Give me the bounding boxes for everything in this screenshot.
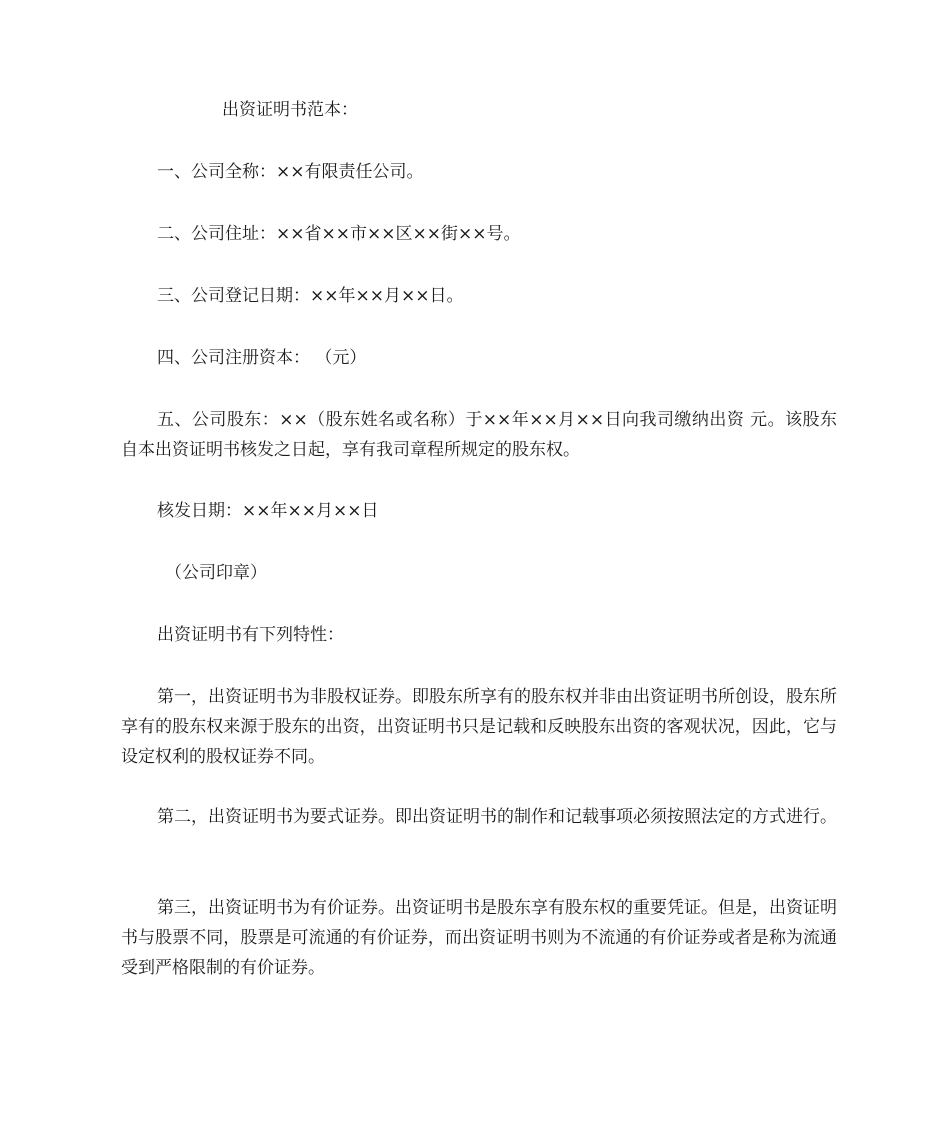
feature-third: 第三，出资证明书为有价证券。出资证明书是股东享有股东权的重要凭证。但是，出资证明书与股票不同，股票是可流通的有价证券，而出资证明书则为不流通的有价证券或者是称为流通受到严格限制的有价证券。	[121, 898, 837, 978]
item-company-name: 一、公司全称：××有限责任公司。	[157, 162, 424, 182]
features-heading: 出资证明书有下列特性：	[157, 625, 344, 645]
item-company-address: 二、公司住址：××省××市××区××街××号。	[157, 224, 521, 244]
feature-first: 第一，出资证明书为非股权证券。即股东所享有的股东权并非由出资证明书所创设，股东所享有的股东权来源于股东的出资，出资证明书只是记载和反映股东出资的客观状况，因此，它与设定权利的股权证券不同。	[121, 687, 837, 767]
item-registration-date: 三、公司登记日期：××年××月××日。	[157, 286, 464, 306]
item-shareholder: 五、公司股东：××（股东姓名或名称）于××年××月××日向我司缴纳出资 元。该股东自本出资证明书核发之日起，享有我司章程所规定的股东权。	[121, 410, 837, 460]
document-title: 出资证明书范本：	[222, 100, 358, 120]
item-registered-capital: 四、公司注册资本： （元）	[157, 348, 367, 368]
feature-second: 第二，出资证明书为要式证券。即出资证明书的制作和记载事项必须按照法定的方式进行。	[157, 807, 837, 827]
item-company-seal: （公司印章）	[165, 563, 267, 583]
item-issue-date: 核发日期：××年××月××日	[157, 501, 379, 521]
